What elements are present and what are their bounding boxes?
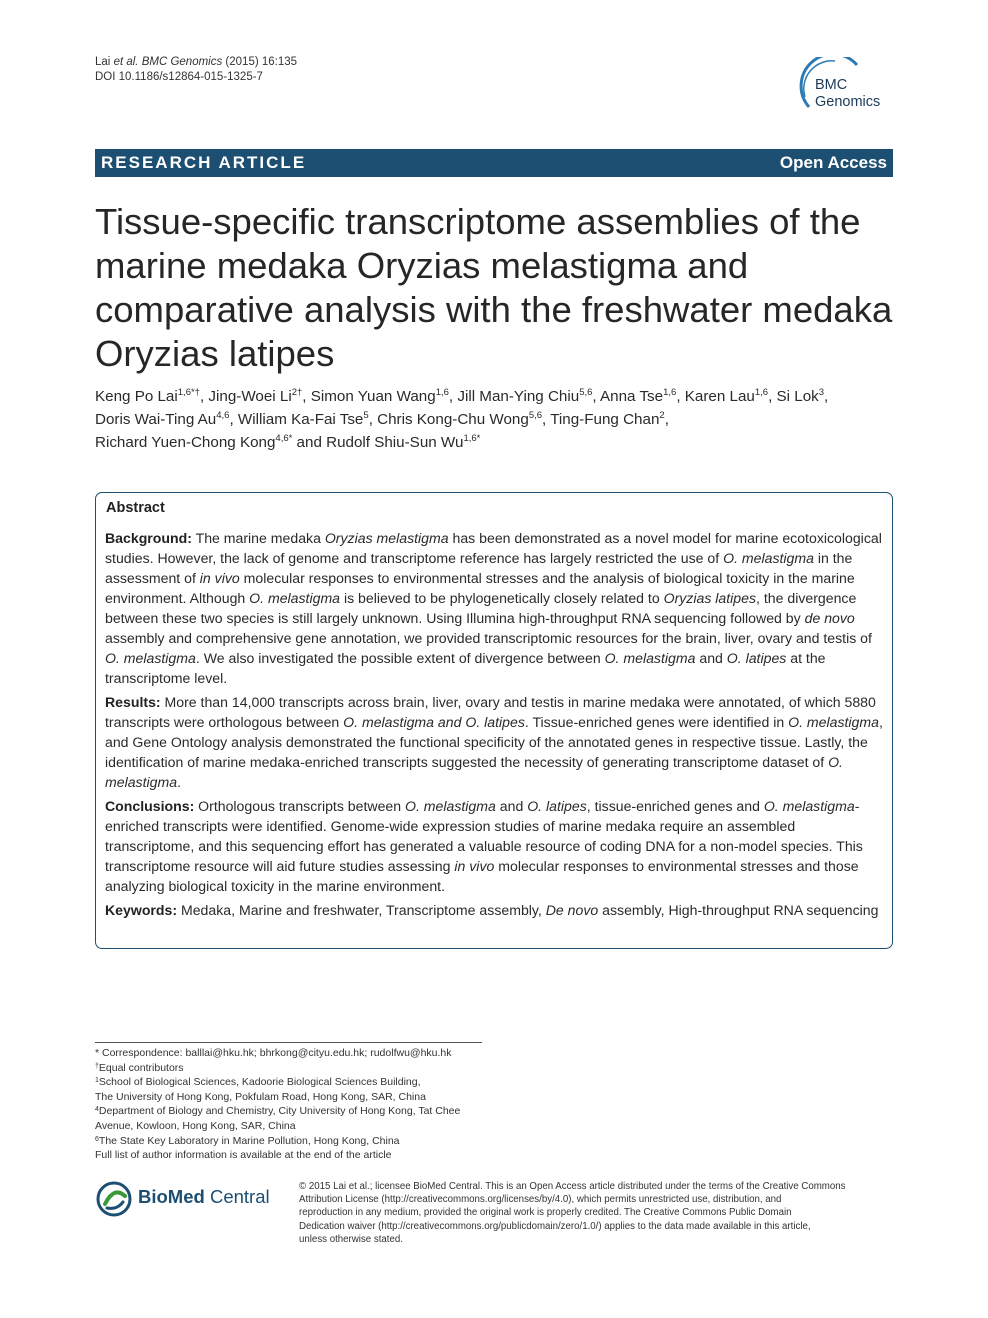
author-affiliation-marker: 1,6*† xyxy=(177,387,200,398)
journal-logo-line1: BMC xyxy=(815,77,848,93)
citation-journal: BMC Genomics xyxy=(141,56,223,68)
author-separator: , xyxy=(302,388,311,405)
abstract-text: Medaka, Marine and freshwater, Transcriptome assembly, xyxy=(177,902,546,918)
abstract-italic-text: O. melastigma xyxy=(405,798,496,814)
abstract-box xyxy=(95,492,893,949)
author-affiliation-marker: 1,6* xyxy=(463,433,481,444)
author-separator: , xyxy=(542,411,551,428)
author-affiliation-marker: 3 xyxy=(818,387,825,398)
abstract-text: , the divergence between these two species is still largely unknown. Using Illumina high-throughput RNA sequencing followed by xyxy=(105,590,857,626)
author-separator: , xyxy=(368,411,378,428)
author-name: Si Lok xyxy=(776,388,819,405)
footnote-marker: 1 xyxy=(95,1077,99,1085)
footnote-divider xyxy=(95,1042,482,1043)
abstract-italic-text: O. melastigma xyxy=(105,650,196,666)
abstract-italic-text: O. latipes xyxy=(527,798,587,814)
abstract-text: molecular responses to environmental stresses and the analysis of biological toxicity in the marine environment. Although xyxy=(105,570,855,606)
author-separator: , xyxy=(229,411,238,428)
abstract-text: Orthologous transcripts between xyxy=(194,798,405,814)
author-separator: , xyxy=(592,388,601,405)
abstract-italic-text: O. melastigma xyxy=(249,590,341,606)
abstract-italic-text: in vivo xyxy=(199,570,240,586)
open-access-label: Open Access xyxy=(779,153,887,172)
footnote-line xyxy=(95,1148,515,1163)
abstract-text: molecular responses to environmental stresses and those analyzing biological toxicity in the marine environment. xyxy=(105,858,859,894)
author-affiliation-marker: 2† xyxy=(291,387,303,398)
author-affiliation-marker: 2 xyxy=(659,410,665,421)
abstract-italic-text: O. melastigma xyxy=(105,754,843,790)
citation-line xyxy=(95,55,297,70)
abstract-italic-text: O. melastigma and O. latipes xyxy=(343,714,525,730)
abstract-italic-text: de novo xyxy=(804,610,855,626)
abstract-italic-text: O. melastigma xyxy=(604,650,696,666)
footnote-text: Avenue, Kowloon, Hong Kong, SAR, China xyxy=(95,1119,296,1132)
author-separator: , xyxy=(448,388,458,405)
author-separator: and xyxy=(292,434,327,451)
footnote-line xyxy=(95,1119,515,1134)
journal-logo-text xyxy=(815,77,880,111)
footnote-text: The State Key Laboratory in Marine Pollution, Hong Kong, China xyxy=(98,1134,400,1147)
abstract-italic-text: O. melastigma xyxy=(763,798,855,814)
publisher-logo-wordmark xyxy=(138,1186,270,1208)
abstract-section-label: Background: xyxy=(105,530,192,546)
abstract-text: . Tissue-enriched genes were identified in xyxy=(524,714,789,730)
abstract-section xyxy=(105,900,885,920)
abstract-text: assembly, High-throughput RNA sequencing xyxy=(598,902,879,918)
abstract-text: has been demonstrated as a novel model for marine ecotoxicological studies. However, the lack of genome and transcriptome reference has largely restricted the use of xyxy=(105,530,882,566)
author-name: Jill Man-Ying Chiu xyxy=(457,388,580,405)
title-line: marine medaka Oryzias melastigma and xyxy=(95,245,749,286)
footnote-line xyxy=(95,1104,515,1119)
author-name: Rudolf Shiu-Sun Wu xyxy=(326,434,464,451)
footnote-line xyxy=(95,1061,515,1076)
abstract-section xyxy=(105,692,885,792)
abstract-text: -enriched transcripts were identified. Genome-wide expression studies of marine medaka require an assembled transcriptome, and this sequencing effort has generated a valuable resource of coding DNA for a non-model species. This transcriptome resource will aid future studies assessing xyxy=(105,798,863,874)
author-name: William Ka-Fai Tse xyxy=(237,411,364,428)
abstract-section-label: Keywords: xyxy=(105,902,178,918)
license-line: © 2015 Lai et al.; licensee BioMed Central. This is an Open Access article distributed under the terms of the Creative Commons xyxy=(299,1181,846,1192)
abstract-italic-text: O. melastigma xyxy=(723,550,814,566)
publisher-logo xyxy=(95,1180,285,1218)
author-name: Richard Yuen-Chong Kong xyxy=(95,434,276,451)
abstract-text: and xyxy=(695,650,727,666)
footnote-line xyxy=(95,1046,515,1061)
journal-logo xyxy=(795,57,900,123)
abstract-italic-text: De novo xyxy=(545,902,599,918)
abstract-italic-text: in vivo xyxy=(454,858,495,874)
footnote-line xyxy=(95,1075,515,1090)
abstract-italic-text: Oryzias melastigma xyxy=(324,530,449,546)
abstract-text: assembly and comprehensive gene annotation, we provided transcriptomic resources for the brain, liver, ovary and testis of xyxy=(105,630,872,646)
author-list xyxy=(95,385,895,454)
abstract-section-label: Conclusions: xyxy=(105,798,195,814)
article-type-label: RESEARCH ARTICLE xyxy=(101,153,307,172)
author-affiliation-marker: 1,6 xyxy=(754,387,769,398)
author-affiliation-marker: 5,6 xyxy=(528,410,543,421)
abstract-text: is believed to be phylogenetically closely related to xyxy=(340,590,664,606)
author-name: Anna Tse xyxy=(600,388,664,405)
author-separator: , xyxy=(768,388,777,405)
footnote-marker: 6 xyxy=(95,1135,99,1143)
abstract-section xyxy=(105,528,885,688)
abstract-text: at the transcriptome level. xyxy=(105,650,826,686)
author-name: Ting-Fung Chan xyxy=(550,411,660,428)
footnote-text: * Correspondence: balllai@hku.hk; bhrkong@cityu.edu.hk; rudolfwu@hku.hk xyxy=(95,1047,452,1059)
abstract-italic-text: O. melastigma xyxy=(788,714,879,730)
footnote-marker: † xyxy=(95,1062,99,1070)
title-line: Tissue-specific transcriptome assemblies of the xyxy=(95,201,861,242)
author-name: Chris Kong-Chu Wong xyxy=(377,411,529,428)
abstract-text: . xyxy=(177,774,181,790)
author-affiliation-marker: 4,6* xyxy=(275,433,293,444)
abstract-text: , and Gene Ontology analysis demonstrated the functional specificity of the annotated genes in respective tissue. Lastly, the identification of marine medaka-enriched transcripts suggested the necessity of generating transcriptome dataset of xyxy=(105,714,883,770)
article-type-banner xyxy=(95,149,893,177)
abstract-text: More than 14,000 transcripts across brain, liver, ovary and testis in marine medaka were annotated, of which 5880 transcripts were orthologous between xyxy=(105,694,876,730)
abstract-text: . We also investigated the possible extent of divergence between xyxy=(195,650,605,666)
abstract-italic-text: O. latipes xyxy=(726,650,787,666)
license-line: unless otherwise stated. xyxy=(299,1233,403,1245)
author-affiliation-marker: 1,6 xyxy=(663,387,677,398)
citation-etal: et al. xyxy=(113,56,139,68)
publisher-logo-rest: Central xyxy=(204,1186,270,1207)
footnote-text: Department of Biology and Chemistry, City University of Hong Kong, Tat Chee xyxy=(98,1105,461,1118)
license-line: Dedication waiver (http://creativecommons.org/publicdomain/zero/1.0/) applies to the data made available in this article, xyxy=(299,1220,811,1232)
author-name: Keng Po Lai xyxy=(95,388,178,405)
author-affiliation-marker: 5 xyxy=(363,410,369,421)
author-separator: , xyxy=(199,388,209,405)
abstract-body xyxy=(105,528,885,924)
title-line: comparative analysis with the freshwater medaka xyxy=(95,289,893,330)
citation-volume: (2015) 16:135 xyxy=(222,56,298,68)
abstract-text: in the assessment of xyxy=(105,550,853,586)
title-line: Oryzias latipes xyxy=(95,333,335,374)
abstract-text: and xyxy=(495,798,528,814)
citation-header xyxy=(95,55,297,85)
license-line: reproduction in any medium, provided the original work is properly credited. The Creative Commons Public Domain xyxy=(299,1207,792,1219)
license-text xyxy=(299,1180,874,1246)
footnote-text: Full list of author information is available at the end of the article xyxy=(95,1149,392,1162)
abstract-italic-text: Oryzias latipes xyxy=(663,590,757,606)
author-affiliation-marker: 4,6 xyxy=(216,410,230,421)
footnote-text: School of Biological Sciences, Kadoorie Biological Sciences Building, xyxy=(98,1076,421,1089)
author-name: Doris Wai-Ting Au xyxy=(95,411,217,428)
author-separator: , xyxy=(824,388,829,405)
author-name: Karen Lau xyxy=(684,388,755,405)
author-name: Jing-Woei Li xyxy=(208,388,292,405)
publisher-logo-bold: BioMed xyxy=(138,1186,205,1207)
author-separator: , xyxy=(676,388,685,405)
author-separator: , xyxy=(664,411,669,428)
footnotes xyxy=(95,1046,515,1163)
footnote-line xyxy=(95,1090,515,1105)
citation-author: Lai xyxy=(95,56,111,68)
footnote-text: Equal contributors xyxy=(98,1061,184,1074)
license-line: Attribution License (http://creativecommons.org/licenses/by/4.0), which permits unrestricted use, distribution, and xyxy=(299,1194,782,1206)
abstract-section xyxy=(105,796,885,896)
author-affiliation-marker: 1,6 xyxy=(435,387,449,398)
abstract-section-label: Results: xyxy=(105,694,161,710)
article-title xyxy=(95,200,895,376)
footnote-text: The University of Hong Kong, Pokfulam Road, Hong Kong, SAR, China xyxy=(95,1090,426,1103)
footnote-marker: 4 xyxy=(95,1106,99,1114)
author-name: Simon Yuan Wang xyxy=(310,388,436,405)
biomed-central-swirl-icon xyxy=(95,1180,135,1218)
author-affiliation-marker: 5,6 xyxy=(579,387,593,398)
journal-logo-line2: Genomics xyxy=(815,94,881,110)
abstract-text: , tissue-enriched genes and xyxy=(586,798,764,814)
abstract-heading: Abstract xyxy=(106,500,165,516)
doi[interactable]: DOI 10.1186/s12864-015-1325-7 xyxy=(95,71,263,83)
abstract-text: The marine medaka xyxy=(191,530,325,546)
footnote-line xyxy=(95,1134,515,1149)
